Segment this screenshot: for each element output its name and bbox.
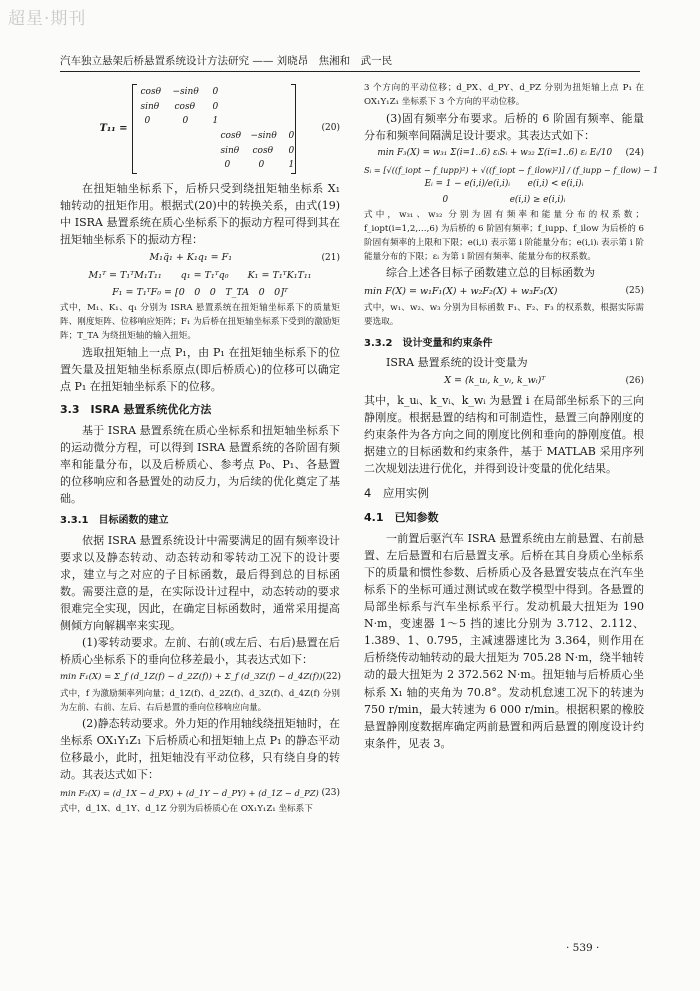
section-heading: 3.3 ISRA 悬置系统优化方法 (60, 402, 212, 416)
paragraph: 其中，k_uᵢ、k_vᵢ、k_wᵢ 为悬置 i 在局部坐标系下的三向静刚度。根据悬置的结构和可制造性，悬置三向静刚度的约束条件为各方向之间的刚度比例和垂向的静刚度值。根据建立的目标函数和约束条件，基于 MATLAB 采用序列二次规划法进行优化，并得到设计变量的优化结果。 (364, 394, 644, 476)
equation-23 (60, 787, 340, 801)
subsection-heading: 3.3.2 设计变量和约束条件 (364, 337, 493, 349)
equation-note: 式中，w₁、w₂、w₃ 分别为目标函数 F₁、F₂、F₃ 的权系数，根据实际需要选取。 (364, 303, 644, 327)
equation-line: M₁ᵀ = T₁ᵀM₁T₁₁ q₁ = T₁ᵀq₀ K₁ = T₁ᵀK₁T₁₁ (88, 269, 312, 281)
matrix-lhs: T₁₁ = (99, 123, 128, 135)
equation-number: (25) (625, 285, 644, 296)
paragraph: ISRA 悬置系统的设计变量为 (386, 356, 528, 370)
matrix-entry: −sinθ (250, 131, 277, 141)
section-heading: 4 应用实例 (364, 486, 429, 501)
equation-20 (60, 82, 340, 176)
matrix-entry: cosθ (140, 87, 161, 97)
matrix-entry: −sinθ (172, 87, 199, 97)
matrix-entry: 0 (212, 102, 219, 112)
matrix-entry: 0 (258, 160, 265, 170)
paragraph: 一前置后驱汽车 ISRA 悬置系统由左前悬置、右前悬置、左后悬置和右后悬置支承。后桥在其自身质心坐标系下的质量和惯性参数、后桥质心及各悬置安装点在汽车坐标系下的坐标可通过测试或在数学模型中得到。各悬置的局部坐标系与汽车坐标系平行。发动机最大扭矩为 190 N·m，变速器 1～5 挡的速比分别为 3.712、2.112、1.389、1、0.795，主减速器速比为 3.364，则作用在后桥绕传动轴转动的最大扭矩为 705.28 N·m，绕半轴转动的最大扭矩为 2 372.562 N·m。扭矩轴与后桥质心坐标系 X₁ 轴的夹角为 70.8°。发动机怠速工况下的转速为 750 r/min，最大转速为 6 000 r/min。根据积累的橡胶悬置静刚度数据库确定两前悬置和两后悬置的刚度设计约束条件，见表 3。 (364, 532, 644, 750)
matrix-entry: cosθ (174, 102, 195, 112)
equation-number: (22) (322, 671, 342, 682)
paragraph: 选取扭矩轴上一点 P₁，由 P₁ 在扭矩轴坐标系下的位置矢量及扭矩轴坐标系原点(即后桥质心)的位移可以确定点 P₁ 在扭矩轴坐标系下的位移。 (60, 345, 340, 393)
equation-number: (24) (625, 147, 644, 158)
equation-24 (364, 147, 644, 161)
left-column (60, 82, 340, 817)
equation-text: M₁q̈₁ + K₁q₁ = F₁ (149, 252, 233, 264)
subsection-heading: 3.3.1 目标函数的建立 (60, 515, 169, 527)
equation-line: Eᵢ = 1 − e(i,i)/e(i,i)ᵢ e(i,i) < e(i,i)ᵢ (424, 179, 584, 190)
paragraph: 在扭矩轴坐标系下，后桥只受到绕扭矩轴坐标系 X₁ 轴转动的扭矩作用。根据式(20)中的转换关系，由式(19)中 ISRA 悬置系统在质心坐标系下的振动方程可得到其在扭矩轴坐标系下的振动方程： (60, 182, 340, 247)
matrix-entry: 0 (212, 87, 219, 97)
equation-text: min F₁(X) = Σ_f (d_1Z(f) − d_2Z(f)) + Σ_f (d_3Z(f) − d_4Z(f)) (60, 672, 323, 683)
equation-22 (60, 671, 340, 685)
equation-number: (20) (321, 123, 340, 134)
running-head: 汽车独立悬架后桥悬置系统设计方法研究 —— 刘晓昂 焦湘和 武一民 (60, 55, 393, 67)
paragraph: (3)固有频率分布要求。后桥的 6 阶固有频率、能量分布和频率间隔满足设计要求。其表达式如下： (364, 111, 644, 142)
matrix-entry: sinθ (140, 102, 160, 112)
equation-text: X = (k_uᵢ, k_vᵢ, k_wᵢ)ᵀ (444, 375, 546, 387)
equation-26 (364, 374, 644, 389)
equation-note: 3 个方向的平动位移；d_PX、d_PY、d_PZ 分别为扭矩轴上点 P₁ 在 OX₁Y₁Z₁ 坐标系下 3 个方向的平动位移。 (364, 83, 644, 107)
matrix-entry: 0 (224, 160, 231, 170)
page-number: · 539 · (566, 942, 600, 954)
header-rule (60, 71, 640, 72)
paragraph: 综合上述各目标子函数建立总的目标函数为 (386, 266, 595, 280)
matrix-entry: cosθ (220, 131, 241, 141)
paragraph: 基于 ISRA 悬置系统在质心坐标系和扭矩轴坐标系下的运动微分方程，可以得到 ISRA 悬置系统的各阶固有频率和能量分布，以及后桥质心、参考点 P₀、P₁、各悬置的位移响应和各悬置处的动反力，为后续的优化奠定了基础。 (60, 423, 340, 505)
equation-note: 式中，w₃₁、w₃₂ 分别为固有频率和能量分布的权系数；f_iopt(i=1,2,…,6) 为后桥的 6 阶固有频率；f_iupp、f_ilow 为后桥的 6 阶固有频率的上限和下限；e(i,i) 表示第 i 阶能量分布；e(i,i)ᵢ 表示第 i 阶能量分布的下限；εᵢ 为第 i 阶固有频率、能量分布的权系数。 (364, 210, 644, 262)
equation-text: min F₂(X) = (d_1X − d_PX) + (d_1Y − d_PY) + (d_1Z − d_PZ) (60, 787, 319, 798)
equation-line: F₁ = T₁ᵀF₀ = [0 0 0 T_TA 0 0]ᵀ (112, 286, 288, 298)
paragraph: 依据 ISRA 悬置系统设计中需要满足的固有频率设计要求以及静态转动、动态转动和零转动工况下的设计要求，建立与之对应的子目标函数，最后得到总的目标函数。需要注意的是，在实际设计过程中，动态转动的要求很难完全实现，因此，在确定目标函数时，通常采用提高侧倾方向解耦率来实现。 (60, 533, 340, 632)
matrix-entry: 0 (182, 116, 189, 126)
matrix-entry: 1 (212, 116, 219, 126)
equation-line: Sᵢ = [√((f_iopt − f_iupp)²) + √((f_iopt − f_ilow)²)] / (f_iupp − f_ilow) − 1 (364, 164, 659, 175)
matrix-entry: 0 (288, 146, 295, 156)
equation-text: min F₃(X) = w₃₁ Σ(i=1..6) εᵢSᵢ + w₃₂ Σ(i=1..6) εᵢ Eᵢ/10 (377, 147, 613, 158)
matrix-entry: sinθ (220, 146, 240, 156)
matrix-entry: 1 (288, 160, 295, 170)
section-heading: 4.1 已知参数 (364, 511, 439, 525)
watermark: 超星·期刊 (8, 9, 87, 29)
paragraph: (2)静态转动要求。外力矩的作用轴线绕扭矩轴时，在坐标系 OX₁Y₁Z₁ 下后桥质心和扭矩轴上点 P₁ 的静态平动位移最小，此时，扭矩轴没有平动位移，只有绕自身的转动。其表达式如下： (60, 717, 340, 782)
equation-21 (60, 251, 340, 266)
equation-number: (26) (625, 375, 644, 386)
matrix-entry: 0 (288, 131, 295, 141)
equation-note: 式中，f 为激励频率列向量；d_1Z(f)、d_2Z(f)、d_3Z(f)、d_4Z(f) 分别为左前、右前、左后、右后悬置的垂向位移响应向量。 (60, 688, 340, 713)
matrix-entry: 0 (144, 116, 151, 126)
equation-25 (364, 285, 644, 300)
right-column (364, 82, 659, 752)
equation-note: 式中，M₁、K₁、q₁ 分别为 ISRA 悬置系统在扭矩轴坐标系下的质量矩阵、刚度矩阵、位移响应矩阵；F₁ 为后桥在扭矩轴坐标系下受到的激励矩阵；T_TA 为绕扭矩轴的输入扭矩。 (60, 303, 340, 341)
equation-note: 式中，d_1X、d_1Y、d_1Z 分别为后桥质心在 OX₁Y₁Z₁ 坐标系下 (60, 804, 313, 815)
equation-text: min F(X) = w₁F₁(X) + w₂F₂(X) + w₃F₃(X) (364, 285, 558, 297)
equation-number: (23) (321, 787, 340, 798)
matrix-entry: cosθ (252, 146, 273, 156)
equation-number: (21) (321, 252, 340, 263)
paragraph: (1)零转动要求。左前、右前(或左后、右后)悬置在后桥质心坐标系下的垂向位移差最小，其表达式如下： (60, 635, 340, 666)
equation-line: 0 e(i,i) ≥ e(i,i)ᵢ (442, 194, 566, 205)
rotation-matrix (132, 84, 296, 174)
